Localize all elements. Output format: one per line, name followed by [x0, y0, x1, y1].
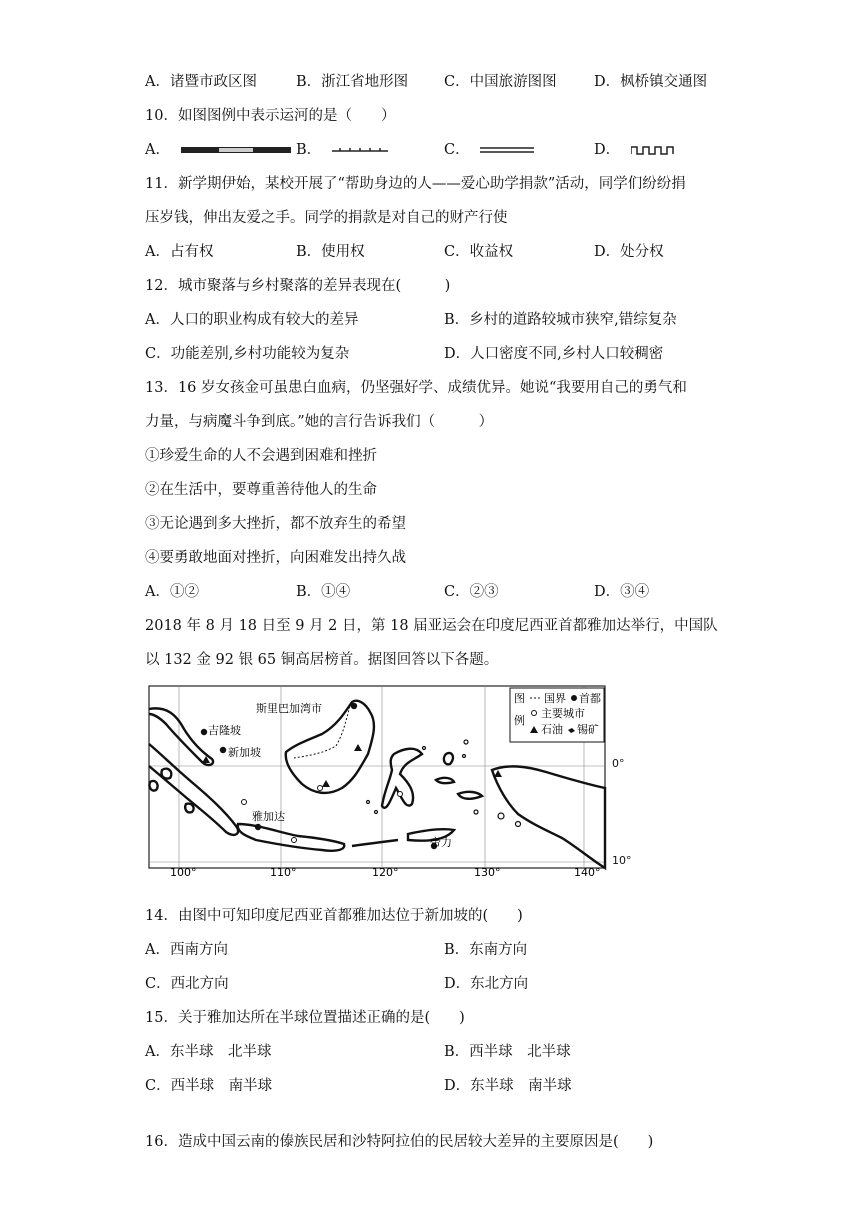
q13-option-c: C．②③	[444, 584, 499, 600]
q11-stem-line1: 11．新学期伊始，某校开展了“帮助身边的人——爱心助学捐款”活动，同学们纷纷捐	[145, 176, 686, 192]
q13-item-1: ①珍爱生命的人不会遇到困难和挫折	[145, 448, 377, 464]
q10-option-c: C．	[444, 140, 534, 160]
q13-option-d: D．③④	[594, 584, 650, 600]
svg-text:锡矿: 锡矿	[577, 723, 599, 736]
q15-option-a: A．东半球 北半球	[145, 1044, 272, 1060]
capital-bsb-marker	[351, 703, 357, 709]
map-label-jakarta: 雅加达	[252, 810, 285, 823]
q14-option-b: B．东南方向	[444, 942, 528, 958]
lat-tick-0: 0°	[612, 757, 625, 770]
svg-text:140°: 140°	[574, 866, 601, 876]
q14-stem: 14．由图中可知印度尼西亚首都雅加达位于新加坡的( )	[145, 908, 523, 924]
q15-stem: 15．关于雅加达所在半球位置描述正确的是( )	[145, 1010, 465, 1026]
map-label-bandar-seri-begawan: 斯里巴加湾市	[256, 702, 322, 715]
svg-text:100°: 100°	[170, 866, 197, 876]
svg-text:例: 例	[514, 714, 525, 727]
q15-option-c: C．西半球 南半球	[145, 1078, 273, 1094]
svg-text:110°: 110°	[270, 866, 297, 876]
q9-option-d: D．枫桥镇交通图	[594, 74, 708, 90]
q10-option-b: B．	[296, 140, 388, 160]
q14-option-a: A．西南方向	[145, 942, 228, 958]
q15-option-d: D．东半球 南半球	[444, 1078, 572, 1094]
q14-option-d: D．东北方向	[444, 976, 529, 992]
lat-tick-10: 10°	[612, 854, 632, 867]
q10-option-a: A．	[145, 140, 291, 160]
svg-text:石油: 石油	[541, 723, 563, 736]
q11-option-c: C．收益权	[444, 244, 514, 260]
q13-option-b: B．①④	[296, 584, 351, 600]
map-legend	[510, 688, 604, 742]
railway-dashed-legend-symbol	[332, 145, 388, 155]
intro-line2: 以 132 金 92 银 65 铜高居榜首。据图回答以下各题。	[145, 652, 499, 668]
svg-text:图: 图	[514, 692, 525, 705]
q13-stem-line2: 力量，与病魔斗争到底。”她的言行告诉我们（ ）	[145, 414, 494, 430]
q14-option-c: C．西北方向	[145, 976, 229, 992]
q12-stem: 12．城市聚落与乡村聚落的差异表现在( )	[145, 278, 451, 294]
svg-text:130°: 130°	[474, 866, 501, 876]
q9-option-c: C．中国旅游图图	[444, 74, 557, 90]
svg-text:首都: 首都	[579, 692, 601, 705]
map-label-kuala-lumpur: 吉隆坡	[208, 724, 241, 737]
q13-item-2: ②在生活中，要尊重善待他人的生命	[145, 482, 377, 498]
map-label-dili: 帝力	[430, 836, 452, 849]
q13-item-3: ③无论遇到多大挫折，都不放弃生的希望	[145, 516, 406, 532]
q13-item-4: ④要勇敢地面对挫折，向困难发出持久战	[145, 550, 406, 566]
indonesia-map	[146, 684, 610, 876]
svg-text:主要城市: 主要城市	[541, 707, 585, 720]
svg-text:国界: 国界	[544, 692, 566, 705]
capital-jakarta-marker	[255, 824, 261, 830]
q9-option-a: A．诸暨市政区图	[145, 74, 257, 90]
q16-stem: 16．造成中国云南的傣族民居和沙特阿拉伯的民居较大差异的主要原因是( )	[145, 1134, 654, 1150]
q10-stem: 10．如图图例中表示运河的是（ ）	[145, 108, 396, 124]
q13-option-a: A．①②	[145, 584, 199, 600]
q12-option-c: C．功能差别,乡村功能较为复杂	[145, 346, 350, 362]
square-wave-legend-symbol	[631, 144, 675, 156]
highway-legend-symbol	[181, 145, 291, 155]
q13-stem-line1: 13．16 岁女孩金可虽患白血病，仍坚强好学、成绩优异。她说“我要用自己的勇气和	[145, 380, 687, 396]
q9-option-b: B．浙江省地形图	[296, 74, 409, 90]
map-label-singapore: 新加坡	[228, 746, 261, 759]
double-line-legend-symbol	[480, 145, 534, 155]
capital-kl-marker	[201, 729, 207, 735]
q12-option-d: D．人口密度不同,乡村人口较稠密	[444, 346, 664, 362]
q11-option-a: A．占有权	[145, 244, 214, 260]
capital-sg-marker	[220, 747, 226, 753]
q12-option-a: A．人口的职业构成有较大的差异	[145, 312, 359, 328]
q10-option-d: D．	[594, 140, 675, 160]
q11-stem-line2: 压岁钱，伸出友爱之手。同学的捐款是对自己的财产行使	[145, 210, 508, 226]
q11-option-b: B．使用权	[296, 244, 365, 260]
svg-text:120°: 120°	[372, 866, 399, 876]
q11-option-d: D．处分权	[594, 244, 664, 260]
intro-line1: 2018 年 8 月 18 日至 9 月 2 日，第 18 届亚运会在印度尼西亚首都雅加达举行，中国队	[145, 618, 718, 634]
q15-option-b: B．西半球 北半球	[444, 1044, 571, 1060]
q12-option-b: B．乡村的道路较城市狭窄,错综复杂	[444, 312, 677, 328]
